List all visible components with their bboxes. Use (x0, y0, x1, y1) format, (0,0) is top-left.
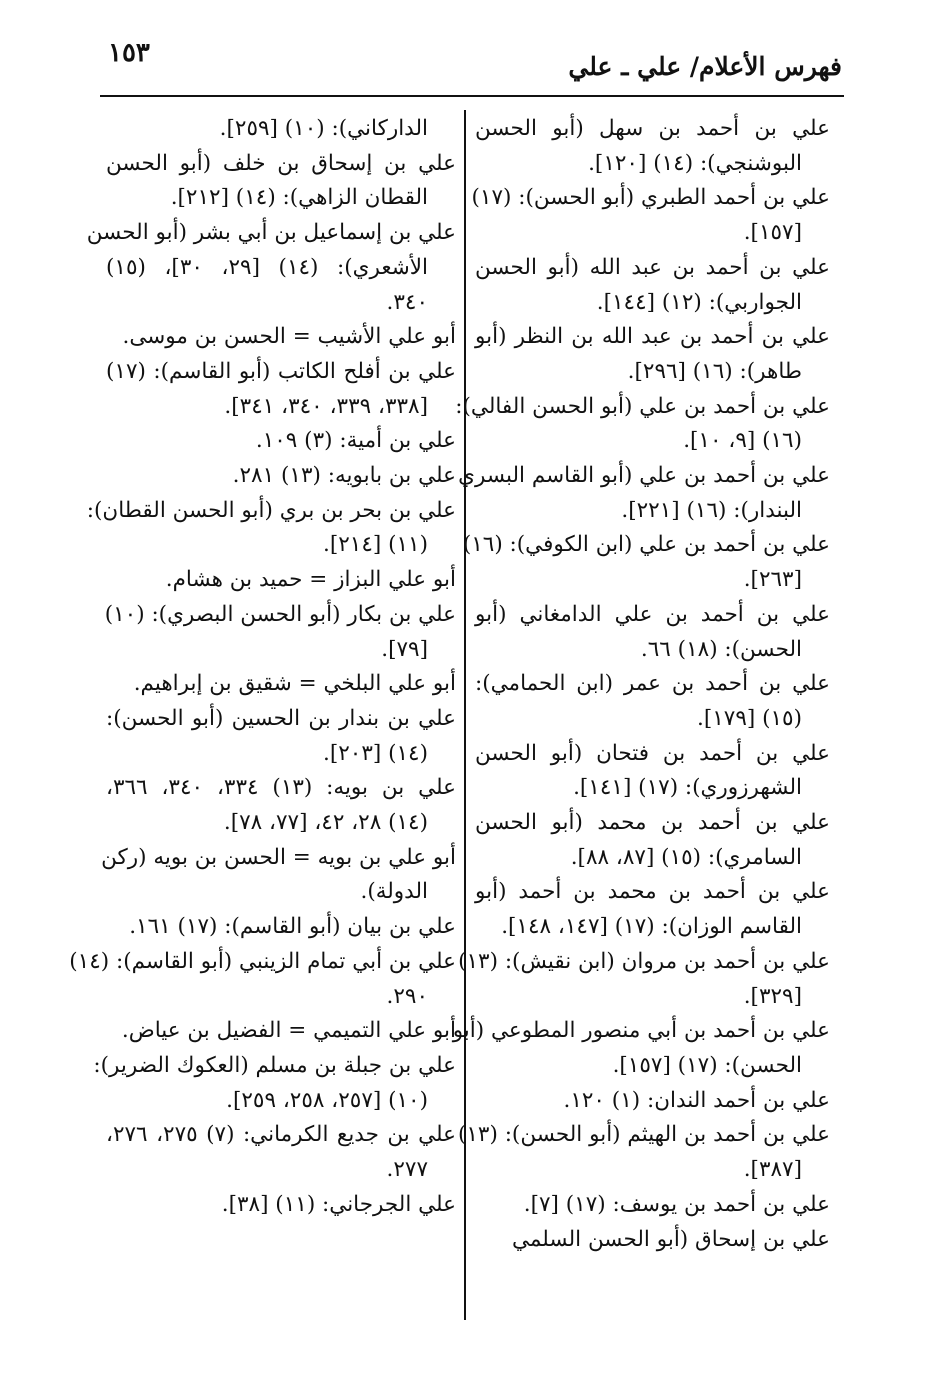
entry-heading-line: علي بن بحر بن بري (أبو الحسن القطان): (86, 497, 456, 523)
entry-heading-line: علي بن بويه: (١٣) ٣٣٤، ٣٤٠، ٣٦٦، (106, 775, 456, 801)
entry-heading-line: علي بن أفلح الكاتب (أبو القاسم): (١٧) (106, 358, 456, 384)
index-entry (86, 216, 456, 320)
entry-heading-line: علي بن أحمد بن مروان (ابن نقيش): (١٣) (458, 948, 830, 974)
entry-continuation-line: الداركاني): (١٠) [٢٥٩]. (219, 116, 428, 141)
index-entry (101, 841, 456, 910)
index-entry (106, 667, 456, 702)
entry-continuation-line: [٣٨٧]. (743, 1157, 802, 1183)
entry-continuation-line: (١٤) [٢٠٣]. (322, 740, 428, 766)
index-entry (455, 390, 830, 459)
index-entry (106, 459, 456, 494)
entry-heading-line: علي بن أحمد بن عبد الله بن النظر (أبو (475, 324, 830, 350)
entry-heading-line: علي بن بابويه: (١٣) ٢٨١. (232, 463, 456, 489)
header-rule (100, 95, 844, 97)
index-entry (471, 181, 830, 250)
entry-continuation-line: [٧٩]. (381, 636, 428, 662)
index-entry (475, 112, 830, 181)
entry-heading-line: علي بن أحمد بن الهيثم (أبو الحسن): (١٣) (457, 1122, 830, 1148)
entry-continuation-line: الحسن): (١٨) ٦٦. (640, 636, 802, 662)
index-entry (475, 320, 830, 389)
index-entry (86, 494, 456, 563)
entry-continuation-line: (١٥) [١٧٩]. (696, 705, 802, 731)
entry-heading-line: علي بن بكار (أبو الحسن البصري): (١٠) (104, 601, 456, 627)
index-entry (106, 563, 456, 598)
index-entry (475, 806, 830, 875)
index-entry (106, 1014, 456, 1049)
index-entry (106, 702, 456, 771)
entry-heading-line: علي بن أحمد بن محمد بن أحمد (أبو (475, 879, 830, 905)
running-header-title: فهرس الأعلام/ علي ـ علي (568, 52, 842, 81)
entry-heading-line: علي بن أحمد بن عبد الله (أبو الحسن (475, 254, 830, 280)
entry-heading-line: علي بن جبلة بن مسلم (العكوك الضرير): (93, 1052, 456, 1078)
entry-continuation-line: [٢٦٣]. (743, 567, 802, 593)
index-entry (106, 112, 456, 147)
entry-continuation-line: الأشعري): (١٤) [٢٩، ٣٠]، (١٥) (106, 254, 428, 280)
index-entry (106, 598, 456, 667)
index-entry (475, 598, 830, 667)
entry-heading-line: أبو علي التميمي = الفضيل بن عياض. (121, 1018, 456, 1044)
left-column (69, 112, 457, 1223)
entry-heading-line: علي بن إسحاق بن خلف (أبو الحسن (106, 150, 456, 176)
index-entry (457, 1118, 830, 1187)
entry-continuation-line: الشهرزوري): (١٧) [١٤١]. (573, 775, 802, 801)
index-entry (93, 1049, 456, 1118)
entry-continuation-line: (١٤) ٢٨، ٤٢، [٧٧، ٧٨]. (223, 810, 428, 836)
entry-heading-line: علي بن بيان (أبو القاسم): (١٧) ١٦١. (129, 914, 456, 940)
entry-continuation-line: [٣٣٨، ٣٣٩، ٣٤٠، ٣٤١]. (224, 393, 428, 419)
entry-heading-line: علي بن أحمد بن أبي منصور المطوعي (أبو (452, 1018, 830, 1044)
index-entry (475, 1223, 830, 1258)
entry-continuation-line: ٢٩٠. (386, 983, 428, 1009)
entry-continuation-line: البوشنجي): (١٤) [١٢٠]. (588, 150, 802, 176)
index-entry (458, 945, 830, 1014)
entry-heading-line: علي بن أحمد بن يوسف: (١٧) [٧]. (523, 1191, 830, 1217)
entry-heading-line: علي بن أحمد بن علي (أبو القاسم البسري (458, 463, 830, 489)
index-entry (106, 320, 456, 355)
index-entry (106, 1118, 456, 1187)
entry-heading-line: علي بن جديع الكرماني: (٧) ٢٧٥، ٢٧٦، (106, 1122, 457, 1148)
entry-heading-line: أبو علي البزاز = حميد بن هشام. (165, 567, 456, 593)
entry-continuation-line: القاسم الوزان): (١٧) [١٤٧، ١٤٨]. (501, 914, 802, 940)
index-entry (69, 945, 456, 1014)
entry-continuation-line: [٣٢٩]. (743, 983, 802, 1009)
entry-continuation-line: (١٠) [٢٥٧، ٢٥٨، ٢٥٩]. (226, 1087, 428, 1113)
entry-continuation-line: السامري): (١٥) [٨٧، ٨٨]. (570, 844, 802, 870)
index-entry (462, 528, 830, 597)
index-entry (106, 1188, 456, 1223)
entry-heading-line: علي بن بندار بن الحسين (أبو الحسن): (106, 705, 456, 731)
entry-heading-line: أبو علي بن بويه = الحسن بن بويه (ركن (101, 844, 456, 870)
index-entry (106, 424, 456, 459)
entry-continuation-line: [١٥٧]. (743, 220, 802, 246)
entry-heading-line: علي بن أحمد بن سهل (أبو الحسن (475, 116, 830, 141)
entry-heading-line: علي بن إسماعيل بن أبي بشر (أبو الحسن (86, 220, 456, 246)
entry-continuation-line: ٣٤٠. (386, 289, 428, 315)
entry-heading-line: علي بن أبي تمام الزينبي (أبو القاسم): (١٤) (69, 948, 456, 974)
entry-heading-line: علي بن أحمد بن علي (ابن الكوفي): (١٦) (462, 532, 830, 558)
entry-heading-line: أبو علي الأشيب = الحسن بن موسى. (122, 324, 456, 350)
entry-heading-line: علي بن أحمد بن فتحان (أبو الحسن (475, 740, 830, 766)
entry-continuation-line: (١١) [٢١٤]. (322, 532, 428, 558)
index-entry (475, 251, 830, 320)
entry-continuation-line: ٢٧٧. (386, 1157, 428, 1183)
entry-heading-line: علي بن أحمد بن عمر (ابن الحمامي): (475, 671, 830, 697)
right-column (452, 112, 830, 1257)
index-entry (106, 355, 456, 424)
page-number: ١٥٣ (108, 38, 150, 68)
entry-heading-line: أبو علي البلخي = شقيق بن إبراهيم. (133, 671, 456, 697)
index-entry (452, 1014, 830, 1083)
entry-heading-line: علي بن إسحاق (أبو الحسن السلمي (511, 1226, 830, 1252)
index-entry (106, 147, 456, 216)
index-entry (475, 1188, 830, 1223)
entry-continuation-line: الدولة). (360, 879, 428, 905)
entry-heading-line: علي بن أحمد بن علي (أبو الحسن الفالي): (455, 393, 830, 419)
index-entry (475, 875, 830, 944)
index-entry (458, 459, 830, 528)
entry-heading-line: علي بن أحمد بن محمد (أبو الحسن (475, 810, 830, 836)
entry-continuation-line: البندار): (١٦) [٢٢١]. (621, 497, 802, 523)
index-entry (475, 667, 830, 736)
entry-heading-line: علي بن أحمد بن علي الدامغاني (أبو (475, 601, 830, 627)
index-entry (106, 910, 456, 945)
entry-continuation-line: (١٦) [٩، ١٠]. (683, 428, 802, 454)
entry-continuation-line: الجواربي): (١٢) [١٤٤]. (596, 289, 802, 315)
entry-heading-line: علي بن أحمد الطبري (أبو الحسن): (١٧) (471, 185, 830, 211)
entry-continuation-line: الحسن): (١٧) [١٥٧]. (612, 1052, 802, 1078)
entry-continuation-line: طاهر): (١٦) [٢٩٦]. (627, 358, 802, 384)
entry-heading-line: علي بن أحمد الندان: (١) ١٢٠. (563, 1087, 830, 1113)
entry-heading-line: علي الجرجاني: (١١) [٣٨]. (221, 1191, 456, 1217)
index-entry (106, 771, 456, 840)
entry-continuation-line: القطان الزاهي): (١٤) [٢١٢]. (170, 185, 428, 211)
entry-heading-line: علي بن أمية: (٣) ١٠٩. (255, 428, 456, 454)
index-entry (475, 737, 830, 806)
index-entry (475, 1084, 830, 1119)
